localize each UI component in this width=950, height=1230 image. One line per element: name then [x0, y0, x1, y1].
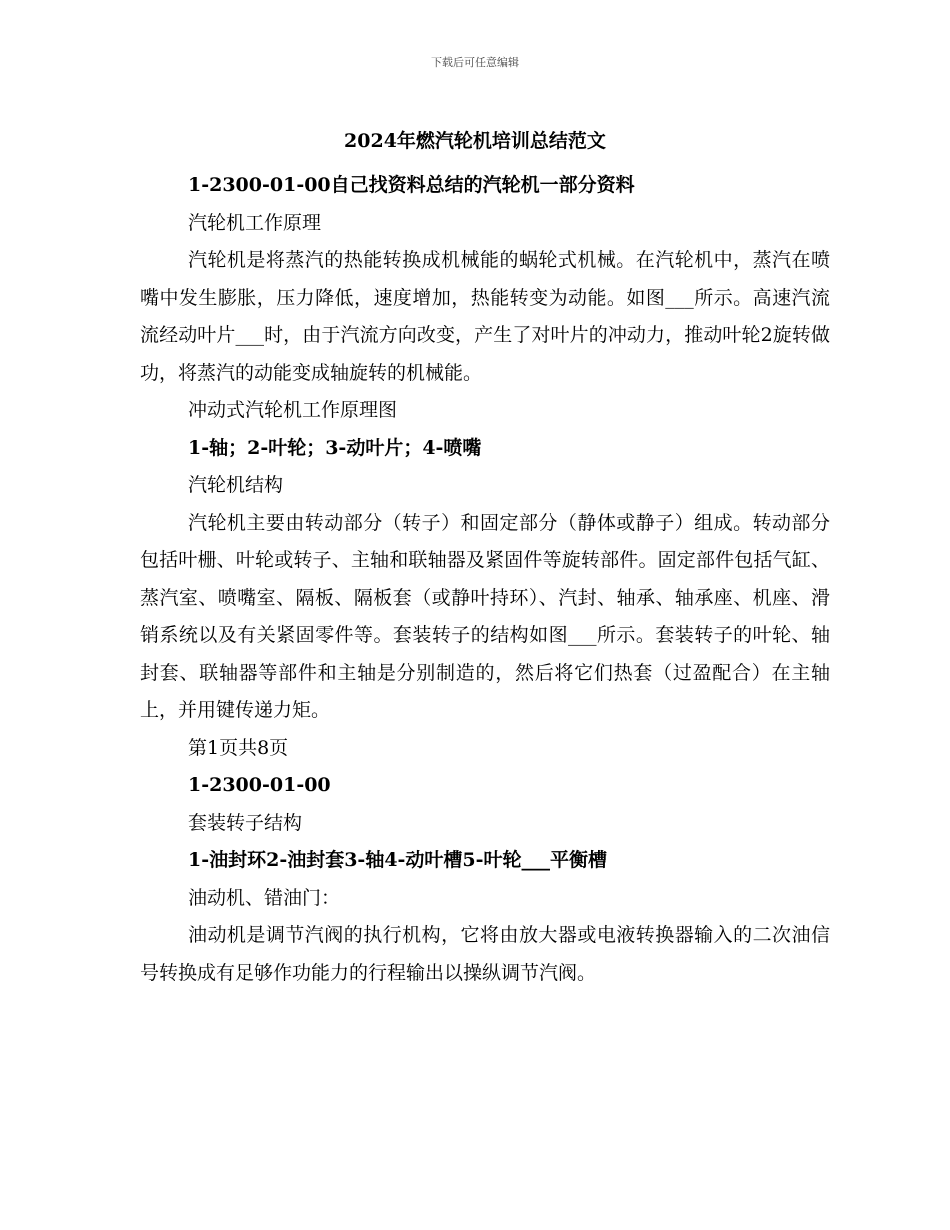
document-body	[140, 167, 830, 992]
subheading-rotor-structure: 套装转子结构	[188, 811, 303, 834]
section-heading-code: 1-2300-01-00自己找资料总结的汽轮机一部分资料	[188, 174, 635, 196]
figure-legend-rotor: 1-油封环2-油封套3-轴4-动叶槽5-叶轮___平衡槽	[188, 849, 608, 871]
figure-caption-impulse-turbine: 冲动式汽轮机工作原理图	[188, 399, 398, 421]
paragraph-working-principle: 汽轮机是将蒸汽的热能转换成机械能的蜗轮式机械。在汽轮机中，蒸汽在喷嘴中发生膨胀，压力降低，速度增加，热能转变为动能。如图___所示。高速汽流流经动叶片___时，由于汽流方向改变，产生了对叶片的冲动力，推动叶轮2旋转做功，将蒸汽的动能变成轴旋转的机械能。	[140, 249, 830, 384]
subheading-servomotor: 油动机、错油门：	[188, 886, 341, 909]
subheading-working-principle: 汽轮机工作原理	[188, 211, 322, 234]
paragraph-servomotor: 油动机是调节汽阀的执行机构，它将由放大器或电液转换器输入的二次油信号转换成有足够作功能力的行程输出以操纵调节汽阀。	[140, 924, 830, 984]
paragraph-turbine-structure: 汽轮机主要由转动部分（转子）和固定部分（静体或静子）组成。转动部分包括叶栅、叶轮或转子、主轴和联轴器及紧固件等旋转部件。固定部件包括气缸、蒸汽室、喷嘴室、隔板、隔板套（或静叶持环）、汽封、轴承、轴承座、机座、滑销系统以及有关紧固零件等。套装转子的结构如图___所示。套装转子的叶轮、轴封套、联轴器等部件和主轴是分别制造的，然后将它们热套（过盈配合）在主轴上，并用键传递力矩。	[140, 511, 830, 721]
section-code: 1-2300-01-00	[188, 774, 331, 796]
page-indicator: 第1页共8页	[188, 736, 289, 759]
document-title: 2024年燃汽轮机培训总结范文	[344, 130, 606, 152]
subheading-turbine-structure: 汽轮机结构	[188, 474, 284, 496]
figure-legend-impulse-turbine: 1-轴；2-叶轮；3-动叶片；4-喷嘴	[188, 436, 482, 459]
header-note: 下载后可任意编辑	[431, 56, 519, 69]
